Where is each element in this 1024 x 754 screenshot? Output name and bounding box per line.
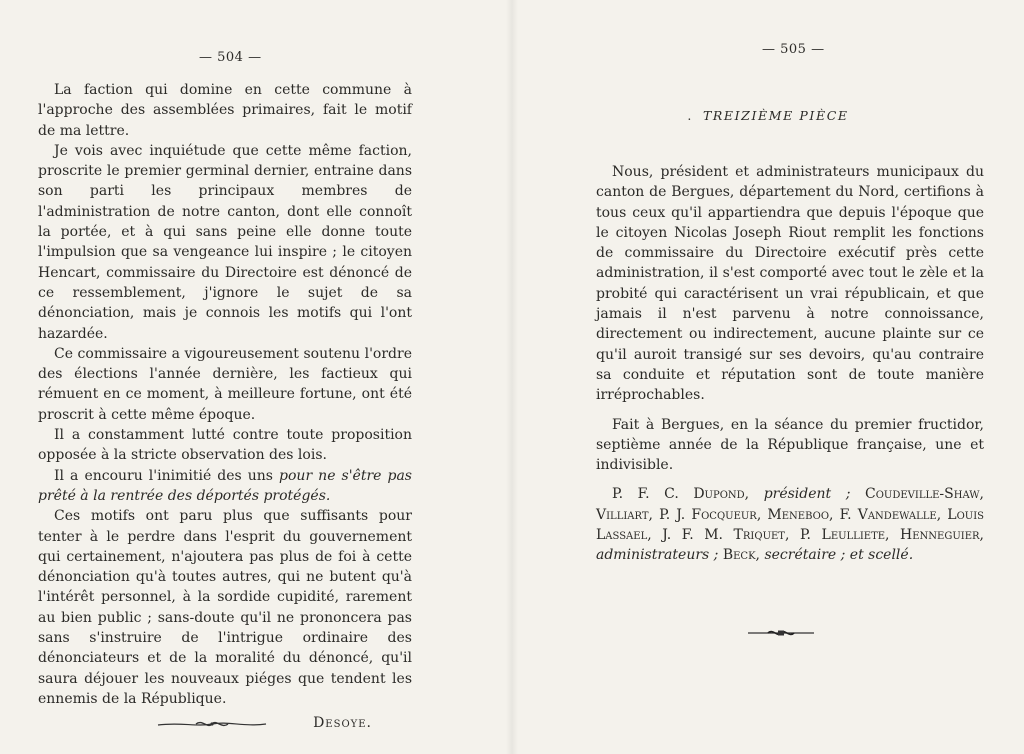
- dating-paragraph: Fait à Bergues, en la séance du premier fructidor, septième année de la République française, une et indivisible.: [596, 416, 984, 474]
- signatory-names-2: Coudeville-Shaw, Villiart, P. J. Focqueur, Meneboo, F. Vandewalle, Louis Lassael, J. F. M. Triquet, P. Leulliete, Henneguier,: [596, 486, 984, 544]
- left-page-number: — 504 —: [199, 50, 262, 65]
- left-signature: Desoye.: [313, 715, 372, 732]
- left-paragraph-3: Ce commissaire a vigoureusement soutenu l'ordre des élections l'année dernière, les factieux qui rémuent en ce moment, à meilleure fortune, ont été proscrit à cette même époque.: [38, 345, 412, 423]
- signatory-role-secretary: secrétaire ; et scellé.: [764, 547, 914, 564]
- right-ornament-divider: [746, 626, 816, 640]
- left-paragraph-5: [38, 466, 412, 507]
- certificate-paragraph: Nous, président et administrateurs municipaux du canton de Bergues, département du Nord, certifions à tous ceux qu'il appartiendra que depuis l'époque que le citoyen Nicolas Joseph Riout remplit les fonctions de commissaire du Directoire exécutif près cette administration, il s'est comporté avec tout le zèle et la probité qui caractérisent un vrai républicain, et que jamais il n'est parvenu à notre connoissance, directement ou indirectement, aucune plainte sur ce qu'il auroit transigé sur ses devoirs, qu'au contraire sa conduite et réputation sont de toute manière irréprochables.: [596, 164, 984, 404]
- right-page-number: — 505 —: [762, 42, 825, 57]
- right-page: [512, 0, 1024, 754]
- left-paragraph-1: La faction qui domine en cette commune à l'approche des assemblées primaires, fait le motif de ma lettre.: [38, 82, 412, 139]
- signatories-paragraph: [596, 484, 984, 565]
- left-paragraph-5-text: Il a encouru l'inimitié des uns: [54, 467, 280, 484]
- piece-title-text: TREIZIÈME PIÈCE: [702, 108, 849, 123]
- signatory-role-administrators: administrateurs ;: [596, 547, 719, 564]
- left-paragraph-6: Ces motifs ont paru plus que suffisants pour tenter à le perdre dans l'esprit du gouvernement qui certainement, n'ajoutera pas plus de foi à cette dénonciation qu'à toutes autres, qui ne butent qu'à l'intérêt personnel, à la sordide cupidité, rarement au bien public ; sans-doute qu'il ne prononcera pas sans s'instruire de l'intrigue ordinaire des dénonciateurs et de la moralité du dénoncé, qu'il saura déjouer les nouveaux piéges que tendent les ennemis de la République.: [38, 508, 412, 707]
- left-paragraph-4: Il a constamment lutté contre toute proposition opposée à la stricte observation des lois.: [38, 427, 412, 464]
- piece-title: [512, 108, 1024, 123]
- left-ornament-divider: [156, 716, 268, 732]
- signatory-names-1: P. F. C. Dupond,: [612, 486, 764, 503]
- signatory-names-3: Beck,: [718, 547, 765, 564]
- left-paragraph-5-italic: pour ne s'être pas prêté à la rentrée des déportés protégés.: [38, 467, 412, 504]
- right-page-text: [596, 162, 984, 566]
- left-paragraph-2: Je vois avec inquiétude que cette même faction, proscrite le premier germinal dernier, entraine dans son parti les principaux membres de l'administration de notre canton, dont elle connoît la portée, et à qui sans peine elle donne toute l'impulsion que sa vengeance lui inspire ; le citoyen Hencart, commissaire du Directoire est dénoncé de ce ressemblement, j'ignore le sujet de sa dénonciation, mais je connois les motifs qui l'ont hazardée.: [38, 142, 412, 342]
- title-bullet: .: [687, 108, 693, 123]
- signatory-role-president: président ;: [763, 486, 851, 503]
- left-page-text: [38, 80, 412, 734]
